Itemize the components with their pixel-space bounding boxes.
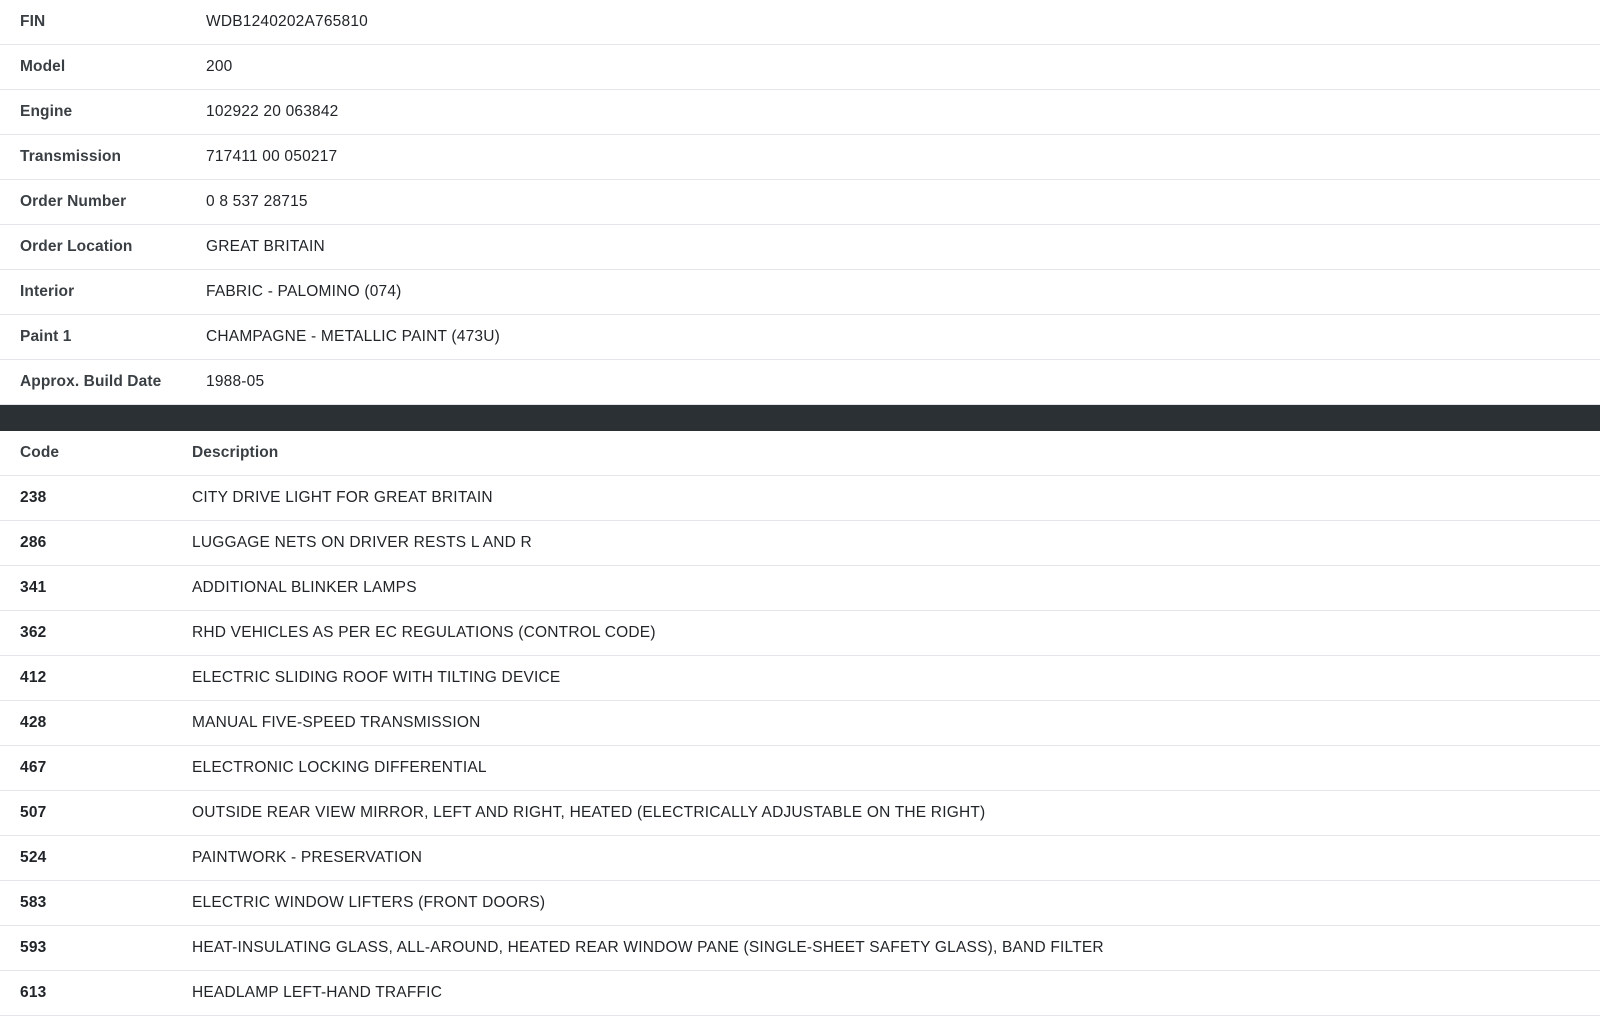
column-header-description: Description	[96, 431, 1600, 476]
spec-value: 200	[206, 58, 233, 75]
spec-value: 717411 00 050217	[206, 148, 338, 165]
spec-label: Order Location	[20, 238, 133, 255]
description-cell: PAINTWORK - PRESERVATION	[96, 836, 1600, 881]
column-header-code: Code	[0, 431, 96, 476]
table-row	[0, 225, 1600, 270]
code-cell: 362	[0, 611, 96, 656]
spec-label: FIN	[20, 13, 46, 30]
table-row	[0, 701, 1600, 746]
table-row	[0, 521, 1600, 566]
description-cell: LUGGAGE NETS ON DRIVER RESTS L AND R	[96, 521, 1600, 566]
table-row	[0, 45, 1600, 90]
spec-label: Interior	[20, 283, 75, 300]
spec-label: Approx. Build Date	[20, 373, 162, 390]
code-cell: 286	[0, 521, 96, 566]
table-row	[0, 611, 1600, 656]
table-row	[0, 881, 1600, 926]
option-codes-body	[0, 476, 1600, 1016]
code-cell: 412	[0, 656, 96, 701]
spec-label: Model	[20, 58, 66, 75]
spec-label: Transmission	[20, 148, 122, 165]
table-row	[0, 926, 1600, 971]
code-cell: 467	[0, 746, 96, 791]
spec-value: WDB1240202A765810	[206, 13, 368, 30]
description-cell: ADDITIONAL BLINKER LAMPS	[96, 566, 1600, 611]
description-cell: HEAT-INSULATING GLASS, ALL-AROUND, HEATED REAR WINDOW PANE (SINGLE-SHEET SAFETY GLASS), BAND FILTER	[96, 926, 1600, 971]
table-row	[0, 0, 1600, 45]
description-cell: RHD VEHICLES AS PER EC REGULATIONS (CONTROL CODE)	[96, 611, 1600, 656]
table-row	[0, 270, 1600, 315]
code-cell: 428	[0, 701, 96, 746]
code-cell: 507	[0, 791, 96, 836]
code-cell: 583	[0, 881, 96, 926]
table-row	[0, 836, 1600, 881]
code-cell: 341	[0, 566, 96, 611]
vehicle-spec-body	[0, 0, 1600, 405]
code-cell: 238	[0, 476, 96, 521]
spec-label: Order Number	[20, 193, 127, 210]
spec-value: 0 8 537 28715	[206, 193, 308, 210]
description-cell: ELECTRIC WINDOW LIFTERS (FRONT DOORS)	[96, 881, 1600, 926]
table-row	[0, 180, 1600, 225]
spec-label: Engine	[20, 103, 73, 120]
description-cell: CITY DRIVE LIGHT FOR GREAT BRITAIN	[96, 476, 1600, 521]
spec-value: GREAT BRITAIN	[206, 238, 325, 255]
description-cell: OUTSIDE REAR VIEW MIRROR, LEFT AND RIGHT, HEATED (ELECTRICALLY ADJUSTABLE ON THE RIGHT)	[96, 791, 1600, 836]
vehicle-spec-table	[0, 0, 1600, 405]
table-row	[0, 135, 1600, 180]
table-row	[0, 566, 1600, 611]
code-cell: 524	[0, 836, 96, 881]
table-row	[0, 746, 1600, 791]
spec-value: 1988-05	[206, 373, 265, 390]
description-cell: ELECTRONIC LOCKING DIFFERENTIAL	[96, 746, 1600, 791]
table-row	[0, 315, 1600, 360]
table-row	[0, 791, 1600, 836]
table-header-row	[0, 431, 1600, 476]
code-cell: 613	[0, 971, 96, 1016]
table-row	[0, 90, 1600, 135]
description-cell: HEADLAMP LEFT-HAND TRAFFIC	[96, 971, 1600, 1016]
spec-label: Paint 1	[20, 328, 72, 345]
table-row	[0, 656, 1600, 701]
table-row	[0, 971, 1600, 1016]
spec-value: 102922 20 063842	[206, 103, 339, 120]
description-cell: ELECTRIC SLIDING ROOF WITH TILTING DEVICE	[96, 656, 1600, 701]
option-codes-table	[0, 431, 1600, 1016]
code-cell: 593	[0, 926, 96, 971]
spec-value: FABRIC - PALOMINO (074)	[206, 283, 402, 300]
description-cell: MANUAL FIVE-SPEED TRANSMISSION	[96, 701, 1600, 746]
spec-value: CHAMPAGNE - METALLIC PAINT (473U)	[206, 328, 500, 345]
table-row	[0, 476, 1600, 521]
table-row	[0, 360, 1600, 405]
section-divider-band	[0, 405, 1600, 431]
option-codes-header	[0, 431, 1600, 476]
